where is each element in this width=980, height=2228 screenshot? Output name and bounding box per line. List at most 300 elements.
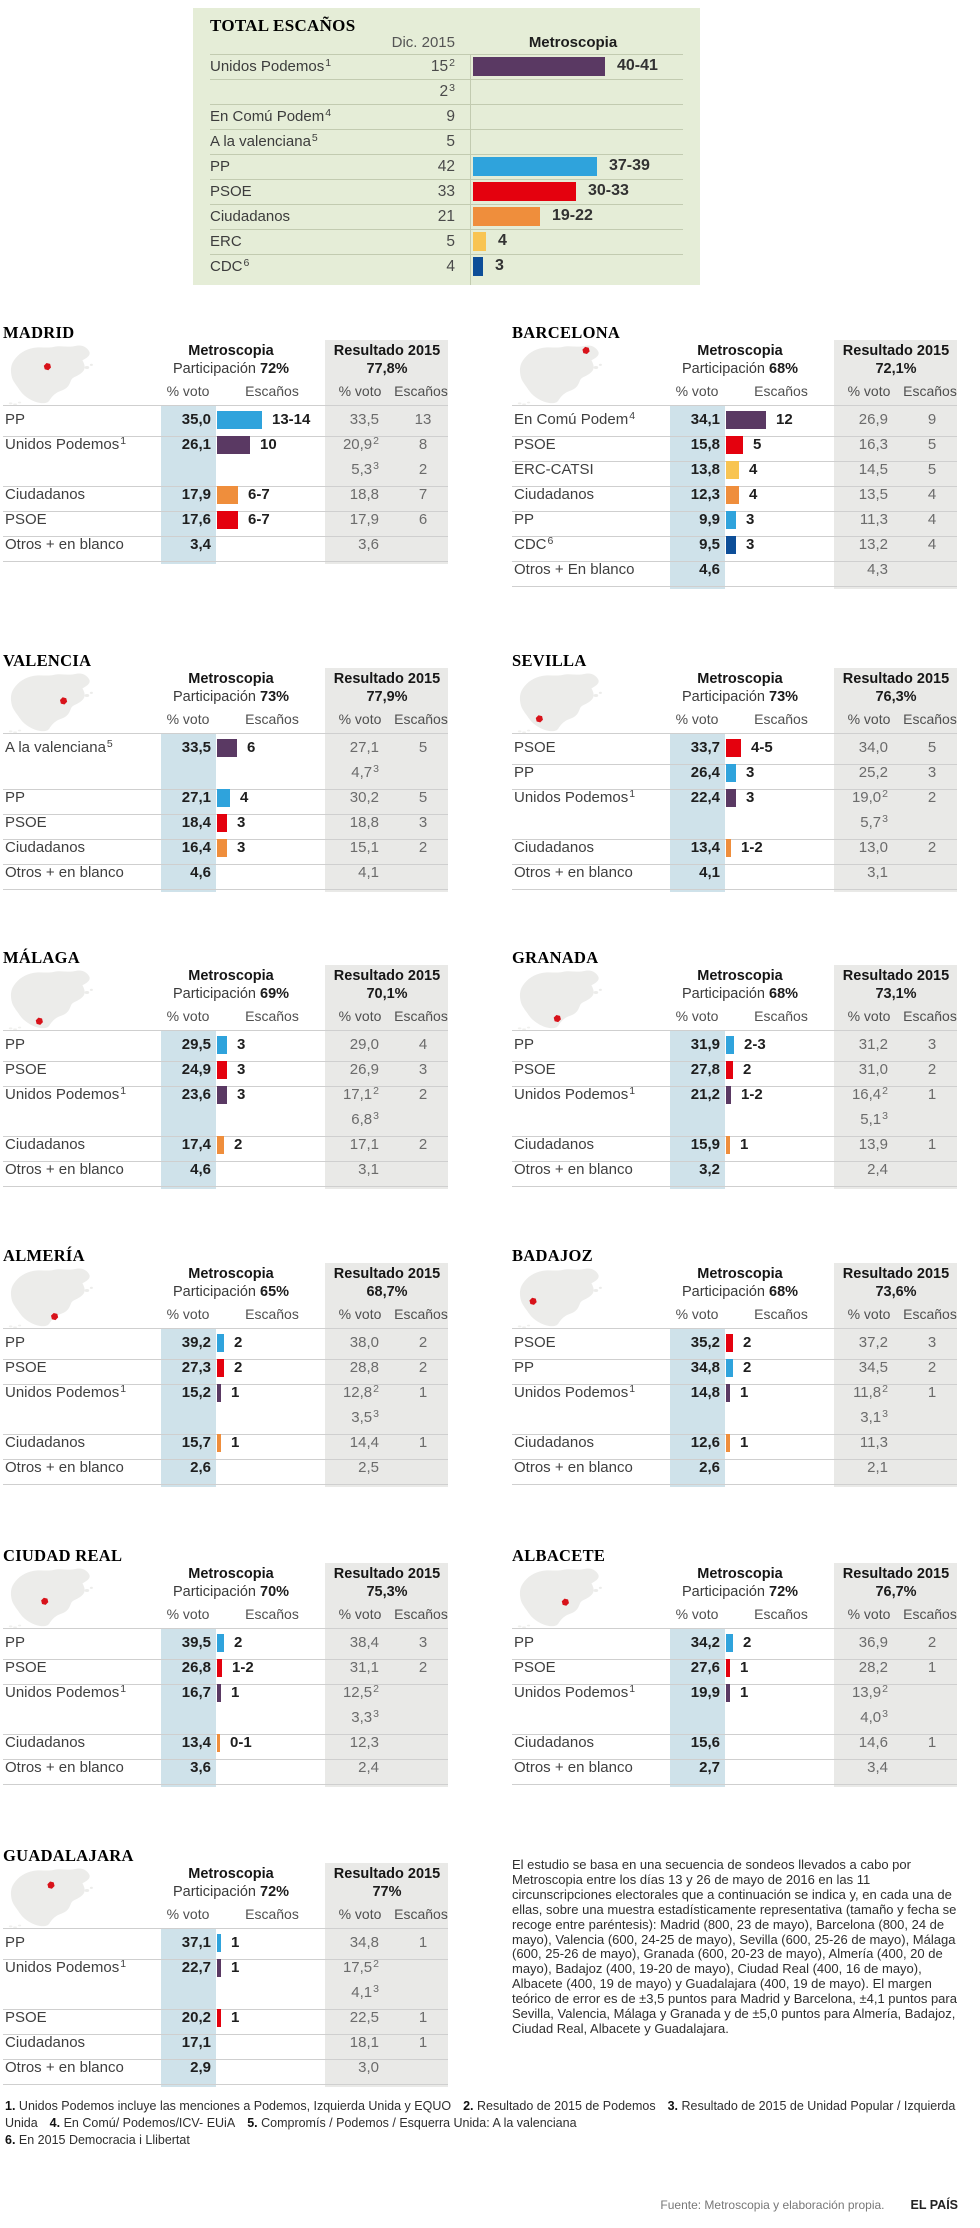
party-label: PSOE — [5, 1359, 47, 1376]
result-pct-value: 2,4 — [867, 1161, 888, 1178]
escanos-2015-col-header: Escaños — [903, 1008, 957, 1024]
region-title: BARCELONA — [512, 323, 621, 342]
result-pct-value: 13,5 — [858, 486, 888, 503]
footnote-ref: 4 — [629, 410, 636, 422]
escanos-2015-col-header: Escaños — [903, 711, 957, 727]
seats-bar — [217, 1959, 221, 1977]
voto-col-header: % voto — [675, 711, 719, 727]
metroscopia-header: Metroscopia — [188, 1866, 274, 1882]
seats-value: 13-14 — [272, 411, 311, 428]
vote-pct-value: 19,9 — [690, 1684, 720, 1701]
seats-value: 1 — [231, 1684, 240, 1701]
result-seats-value: 1 — [927, 1734, 937, 1751]
seats-range-value: 19-22 — [552, 207, 593, 224]
result-seats-value: 2 — [418, 1359, 428, 1376]
participacion-value: 73% — [769, 689, 799, 705]
result-pct-value: 17,5$^2$ — [342, 1958, 379, 1976]
result-pct-value: 31,1 — [349, 1659, 379, 1676]
result-seats-value: 3 — [418, 814, 428, 831]
footnote-item: 4. En Comú/ Podemos/ICV- EUiA — [49, 2116, 236, 2130]
spain-map — [514, 962, 606, 1032]
result-seats-value: 4 — [927, 511, 937, 528]
participacion-value: 68% — [769, 1284, 799, 1300]
result-pct-value: 18,8 — [349, 486, 379, 503]
result-pct-value: $3,1^3$ — [860, 1408, 888, 1426]
region-title: ALMERÍA — [3, 1246, 85, 1265]
result-pct-value: $5,3^3$ — [351, 460, 379, 478]
party-label: Otros + en blanco — [514, 864, 633, 881]
party-label: Otros + en blanco — [5, 864, 124, 881]
seats-value: 2 — [743, 1359, 752, 1376]
metroscopia-header: Metroscopia — [697, 1266, 783, 1282]
seats-value: 1 — [231, 2009, 240, 2026]
seats-bar — [473, 157, 597, 176]
seats-range-value: 30-33 — [588, 182, 629, 199]
result-seats-value: 5 — [418, 739, 428, 756]
seats-bar — [726, 436, 743, 454]
map-container — [514, 1260, 606, 1330]
dic-2015-value: $15^2$ — [430, 57, 455, 75]
result-seats-value: 2 — [418, 1086, 428, 1103]
row-separator — [210, 254, 683, 255]
metroscopia-header: Metroscopia — [188, 343, 274, 359]
chart-title: TOTAL ESCAÑOS — [210, 16, 356, 35]
result-seats-value: 5 — [927, 461, 937, 478]
result-seats-value: 1 — [927, 1086, 937, 1103]
voto-2015-col-header: % voto — [847, 1606, 891, 1622]
vote-pct-value: 2,7 — [699, 1759, 720, 1776]
seats-bar — [726, 764, 736, 782]
seats-value: 1 — [231, 1934, 240, 1951]
party-label: Ciudadanos — [514, 839, 595, 856]
result-pct-value: 11,3 — [859, 511, 888, 528]
footnote-ref: 3 — [882, 1708, 888, 1720]
party-label: Unidos Podemos$^1$ — [5, 1958, 127, 1976]
voto-2015-col-header: % voto — [847, 1306, 891, 1322]
seats-bar — [726, 536, 736, 554]
result-seats-value: 1 — [418, 1384, 428, 1401]
row-separator — [3, 1659, 448, 1660]
party-label: PP — [514, 1359, 535, 1376]
seats-bar — [726, 486, 739, 504]
escanos-2015-col-header: Escaños — [394, 711, 448, 727]
result-seats-value: 2 — [927, 1634, 937, 1651]
chart-row-label: ERC — [210, 233, 242, 250]
result-pct-value: $5,7^3$ — [860, 813, 888, 831]
party-label: Unidos Podemos$^1$ — [5, 1085, 127, 1103]
map-container — [5, 1860, 97, 1930]
brand-logo: EL PAÍS — [910, 2198, 958, 2212]
seats-bar — [217, 1734, 220, 1752]
result-pct-value: 31,2 — [858, 1036, 888, 1053]
voto-col-header: % voto — [166, 383, 210, 399]
vote-pct-value: 35,2 — [690, 1334, 720, 1351]
result-pct-value: 3,1 — [867, 864, 888, 881]
dic-2015-value: 21 — [437, 208, 455, 225]
vote-pct-value: 22,4 — [690, 789, 720, 806]
footnote-ref: 3 — [882, 1408, 888, 1420]
seats-value: 2 — [234, 1136, 243, 1153]
row-separator — [512, 889, 957, 890]
spain-outline — [11, 1569, 90, 1627]
metroscopia-header: Metroscopia — [188, 1566, 274, 1582]
footnote-ref: 3 — [373, 1110, 379, 1122]
party-label: PP — [5, 1036, 26, 1053]
dic-2015-value: 4 — [446, 258, 455, 275]
dic-2015-value: 5 — [446, 233, 455, 250]
seats-bar — [726, 1384, 730, 1402]
result-pct-value: 14,5 — [858, 461, 888, 478]
result-pct-value: 4,1 — [358, 864, 379, 881]
result-seats-value: 2 — [927, 789, 937, 806]
region-title: SEVILLA — [512, 651, 587, 670]
vote-pct-value: 3,4 — [190, 536, 211, 553]
seats-bar — [217, 739, 237, 757]
metroscopia-header: Metroscopia — [697, 671, 783, 687]
participacion-value: 65% — [260, 1284, 290, 1300]
footnote-items — [5, 2098, 957, 2132]
resultado-2015-value: 76,3% — [875, 689, 917, 705]
dic-2015-value: 5 — [446, 133, 455, 150]
voto-2015-col-header: % voto — [847, 711, 891, 727]
vote-pct-value: 16,4 — [181, 839, 211, 856]
header-rule — [3, 405, 448, 406]
participacion-header: Participación 72% — [172, 1884, 290, 1900]
participacion-value: 69% — [260, 986, 290, 1002]
chart-row-label: PP — [210, 158, 231, 175]
footnote-ref: 2 — [373, 435, 379, 447]
result-seats-value: 2 — [927, 839, 937, 856]
result-pct-value: $4,0^3$ — [860, 1708, 888, 1726]
seats-range-value: 4 — [498, 232, 507, 249]
participacion-header: Participación 70% — [172, 1584, 290, 1600]
result-pct-value: 13,2 — [858, 536, 888, 553]
party-label: PSOE — [514, 1334, 556, 1351]
party-label: Otros + en blanco — [514, 1459, 633, 1476]
result-pct-value: $3,5^3$ — [351, 1408, 379, 1426]
region-title: VALENCIA — [3, 651, 92, 670]
party-label: PSOE — [5, 511, 47, 528]
region-table-guadalajara — [3, 1846, 463, 2089]
footnote-ref: 2 — [882, 788, 888, 800]
vote-pct-value: 17,9 — [181, 486, 211, 503]
party-label: Ciudadanos — [5, 2034, 86, 2051]
participacion-header: Participación 68% — [681, 986, 799, 1002]
participacion-header: Participación 72% — [681, 1584, 799, 1600]
voto-2015-col-header: % voto — [847, 383, 891, 399]
row-separator — [512, 1359, 957, 1360]
header-rule — [210, 54, 683, 55]
result-pct-value: 13,9$^2$ — [851, 1683, 888, 1701]
result-pct-value: 11,8$^2$ — [853, 1383, 888, 1401]
result-pct-value: $5,1^3$ — [860, 1110, 888, 1128]
seats-value: 3 — [237, 1061, 246, 1078]
seats-value: 2 — [743, 1334, 752, 1351]
party-label: A la valenciana$^5$ — [5, 738, 113, 756]
vote-pct-value: 13,4 — [181, 1734, 211, 1751]
voto-2015-col-header: % voto — [338, 383, 382, 399]
column-header-metroscopia: Metroscopia — [528, 34, 618, 51]
footnote-ref: 3 — [373, 1408, 379, 1420]
region-table-madrid — [3, 323, 463, 566]
party-label: PSOE — [5, 814, 47, 831]
map-container — [514, 337, 606, 407]
methodology-note: El estudio se basa en una secuencia de sondeos llevados a cabo por Metroscopia entre los días 13 y 26 de mayo de 2016 en las 11 circunscripciones electorales que a continuación se indica y, en cada una de ellas, sobre una muestra estadísticamente representativa (tamaño y fecha se recoge entre paréntesis): Madrid (800, 23 de mayo), Barcelona (800, 24 de mayo), Valencia (600, 24-25 de mayo), Sevilla (600, 25-26 de mayo), Málaga (600, 25-26 de mayo), Granada (600, 20-23 de mayo), Almería (400, 20 de mayo), Badajoz (400, 19-20 de mayo), Ciudad Real (400, 16 de mayo), Albacete (400, 19 de mayo) y Guadalajara (400, 19 de mayo). El margen teórico de error es de ±3,5 puntos para Madrid y Barcelona, ±4,1 puntos para Sevilla, Valencia, Málaga y Granada y de ±5,0 puntos para Almería, Badajoz, Ciudad Real, Albacete y Guadalajara. — [512, 1857, 957, 2036]
result-pct-value: 28,2 — [858, 1659, 888, 1676]
footnote-item: 2. Resultado de 2015 de Podemos — [463, 2099, 656, 2113]
seats-bar — [217, 1086, 227, 1104]
voto-col-header: % voto — [166, 711, 210, 727]
header-rule — [512, 1628, 957, 1629]
spain-outline — [11, 1869, 90, 1927]
seats-value: 3 — [746, 536, 755, 553]
result-seats-value: 2 — [418, 1136, 428, 1153]
result-pct-value: 16,4$^2$ — [851, 1085, 888, 1103]
footnote-number: 4. — [49, 2116, 61, 2130]
vote-pct-value: 2,9 — [190, 2059, 211, 2076]
vote-pct-value: 17,6 — [181, 511, 211, 528]
vote-pct-value: 34,2 — [690, 1634, 720, 1651]
party-label: Otros + en blanco — [514, 1161, 633, 1178]
seats-value: 1-2 — [741, 1086, 763, 1103]
result-pct-value: 17,1 — [349, 1136, 379, 1153]
footnote-ref: 2 — [373, 1085, 379, 1097]
result-pct-value: 3,4 — [867, 1759, 888, 1776]
spain-outline — [11, 971, 90, 1029]
party-label: PSOE — [5, 1659, 47, 1676]
spain-outline — [520, 1569, 599, 1627]
vote-pct-value: 33,5 — [181, 739, 211, 756]
result-pct-value: 14,6 — [858, 1734, 888, 1751]
party-label: Unidos Podemos$^1$ — [5, 435, 127, 453]
vote-pct-value: 4,6 — [190, 864, 211, 881]
party-label: Unidos Podemos$^1$ — [514, 1683, 636, 1701]
spain-map — [514, 337, 606, 407]
escanos-2015-col-header: Escaños — [394, 383, 448, 399]
resultado-2015-value: 73,1% — [875, 986, 917, 1002]
result-pct-value: 27,1 — [349, 739, 379, 756]
result-pct-value: 12,5$^2$ — [342, 1683, 379, 1701]
seats-bar — [217, 1934, 221, 1952]
seats-value: 2 — [234, 1634, 243, 1651]
vote-pct-value: 15,7 — [181, 1434, 211, 1451]
row-separator — [3, 1784, 448, 1785]
vote-pct-value: 3,6 — [190, 1759, 211, 1776]
seats-value: 6 — [247, 739, 256, 756]
row-separator — [210, 229, 683, 230]
party-label: Otros + en blanco — [5, 1759, 124, 1776]
footnote-number: 5. — [247, 2116, 258, 2130]
row-separator — [3, 889, 448, 890]
header-rule — [512, 733, 957, 734]
participacion-value: 73% — [260, 689, 290, 705]
vote-pct-value: 35,0 — [181, 411, 211, 428]
resultado-2015-value: 77,9% — [366, 689, 408, 705]
footnote-number: 3. — [667, 2099, 679, 2113]
footnote-number: 6. — [5, 2133, 16, 2147]
party-label: En Comú Podem$^4$ — [514, 410, 636, 428]
vote-pct-value: 13,8 — [690, 461, 720, 478]
vote-pct-value: 15,2 — [181, 1384, 211, 1401]
escanos-2015-col-header: Escaños — [394, 1008, 448, 1024]
party-label: Otros + En blanco — [514, 561, 635, 578]
row-separator — [210, 179, 683, 180]
result-seats-value: 2 — [418, 1334, 428, 1351]
region-title: BADAJOZ — [512, 1246, 593, 1265]
voto-2015-col-header: % voto — [338, 1008, 382, 1024]
participacion-header: Participación 73% — [172, 689, 290, 705]
seats-value: 1-2 — [741, 839, 763, 856]
dic-2015-value: 42 — [437, 158, 455, 175]
voto-2015-col-header: % voto — [338, 1606, 382, 1622]
result-pct-value: $3,3^3$ — [351, 1708, 379, 1726]
resultado-2015-value: 73,6% — [875, 1284, 917, 1300]
vote-pct-value: 15,9 — [690, 1136, 720, 1153]
result-seats-value: 3 — [418, 1634, 428, 1651]
footnote-item-6 — [5, 2132, 957, 2149]
spain-map — [5, 337, 97, 407]
result-seats-value: 4 — [927, 486, 937, 503]
seats-bar — [217, 486, 238, 504]
result-seats-value: 3 — [927, 764, 937, 781]
region-table-valencia — [3, 651, 463, 894]
vote-pct-value: 29,5 — [181, 1036, 211, 1053]
seats-value: 1 — [740, 1684, 749, 1701]
region-title: CIUDAD REAL — [3, 1546, 123, 1565]
result-pct-value: 16,3 — [858, 436, 888, 453]
result-pct-value: $6,8^3$ — [351, 1110, 379, 1128]
seats-bar — [217, 789, 230, 807]
resultado-2015-value: 70,1% — [366, 986, 408, 1002]
result-pct-value: 11,3 — [859, 1434, 888, 1451]
footnote-ref: 1 — [325, 57, 332, 69]
voto-col-header: % voto — [166, 1606, 210, 1622]
seats-value: 5 — [753, 436, 762, 453]
chart-row-label: En Comú Podem$^4$ — [210, 107, 332, 125]
row-separator — [512, 1659, 957, 1660]
result-pct-value: 33,5 — [349, 411, 379, 428]
voto-2015-col-header: % voto — [338, 1306, 382, 1322]
row-separator — [512, 1061, 957, 1062]
result-seats-value: 1 — [927, 1136, 937, 1153]
chart-row-label: CDC$^6$ — [210, 257, 250, 275]
footnote-item: 3. Resultado de 2015 de Unidad Popular / Izquierda Unida — [5, 2099, 956, 2130]
party-label: Otros + en blanco — [5, 536, 124, 553]
vote-pct-value: 9,9 — [699, 511, 720, 528]
escanos-2015-col-header: Escaños — [394, 1906, 448, 1922]
seats-bar — [217, 1061, 227, 1079]
result-seats-value: 2 — [927, 1359, 937, 1376]
map-container — [5, 1260, 97, 1330]
row-separator — [3, 2009, 448, 2010]
resultado-2015-header: Resultado 2015 — [842, 1266, 950, 1282]
vote-pct-value: 2,6 — [190, 1459, 211, 1476]
footnote-ref: 1 — [120, 1958, 127, 1970]
escanos-2015-col-header: Escaños — [903, 1306, 957, 1322]
result-pct-value: 2,5 — [358, 1459, 379, 1476]
resultado-2015-value: 77% — [372, 1884, 402, 1900]
seats-bar — [726, 1061, 733, 1079]
result-seats-value: 1 — [418, 2034, 428, 2051]
result-seats-value: 8 — [418, 436, 428, 453]
seats-value: 3 — [237, 814, 246, 831]
seats-value: 1 — [740, 1659, 749, 1676]
participacion-value: 68% — [769, 361, 799, 377]
region-table-ciudad-real — [3, 1546, 463, 1789]
footnote-ref: 2 — [449, 57, 455, 69]
seats-value: 1 — [231, 1434, 240, 1451]
seats-value: 1 — [231, 1959, 240, 1976]
seats-value: 2-3 — [744, 1036, 766, 1053]
resultado-2015-header: Resultado 2015 — [333, 968, 441, 984]
row-separator — [210, 204, 683, 205]
row-separator — [512, 586, 957, 587]
result-pct-value: 30,2 — [349, 789, 379, 806]
seats-value: 10 — [260, 436, 277, 453]
resultado-2015-value: 76,7% — [875, 1584, 917, 1600]
footnote-ref: 5 — [106, 738, 113, 750]
vote-pct-value: 34,8 — [690, 1359, 720, 1376]
vote-pct-value: 9,5 — [699, 536, 720, 553]
participacion-header: Participación 68% — [681, 361, 799, 377]
voto-col-header: % voto — [675, 1606, 719, 1622]
footnote-number: 1. — [5, 2099, 16, 2113]
party-label: Ciudadanos — [5, 839, 86, 856]
vote-pct-value: 39,2 — [181, 1334, 211, 1351]
seats-bar — [217, 1434, 221, 1452]
result-pct-value: 37,2 — [858, 1334, 888, 1351]
footnote-ref: 1 — [120, 435, 127, 447]
result-pct-value: 26,9 — [349, 1061, 379, 1078]
escanos-col-header: Escaños — [245, 1606, 299, 1622]
escanos-col-header: Escaños — [754, 1008, 808, 1024]
escanos-2015-col-header: Escaños — [394, 1306, 448, 1322]
result-pct-value: $4,7^3$ — [351, 763, 379, 781]
map-container — [5, 337, 97, 407]
spain-map — [5, 665, 97, 735]
seats-bar — [473, 257, 483, 276]
result-seats-value: 1 — [418, 2009, 428, 2026]
vote-pct-value: 24,9 — [181, 1061, 211, 1078]
region-table-sevilla — [512, 651, 972, 894]
map-container — [514, 1560, 606, 1630]
seats-bar — [726, 1684, 730, 1702]
seats-value: 3 — [746, 764, 755, 781]
vote-pct-value: 27,6 — [690, 1659, 720, 1676]
region-title: MÁLAGA — [3, 948, 80, 967]
seats-bar — [726, 511, 736, 529]
seats-bar — [726, 1634, 733, 1652]
party-label: PP — [5, 1634, 26, 1651]
result-seats-value: 1 — [418, 1434, 428, 1451]
party-label: Otros + en blanco — [5, 1459, 124, 1476]
seats-value: 2 — [743, 1061, 752, 1078]
region-title: GUADALAJARA — [3, 1846, 134, 1865]
escanos-2015-col-header: Escaños — [903, 1606, 957, 1622]
footnote-item: 6. En 2015 Democracia i Llibertat — [5, 2133, 190, 2147]
result-seats-value: 7 — [418, 486, 428, 503]
voto-2015-col-header: % voto — [338, 1906, 382, 1922]
result-pct-value: 20,9$^2$ — [342, 435, 379, 453]
seats-bar — [726, 411, 766, 429]
spain-map — [5, 962, 97, 1032]
resultado-2015-header: Resultado 2015 — [333, 1566, 441, 1582]
result-pct-value: 4,3 — [867, 561, 888, 578]
map-container — [5, 962, 97, 1032]
spain-map — [5, 1260, 97, 1330]
seats-value: 6-7 — [248, 511, 270, 528]
vote-pct-value: 4,6 — [190, 1161, 211, 1178]
